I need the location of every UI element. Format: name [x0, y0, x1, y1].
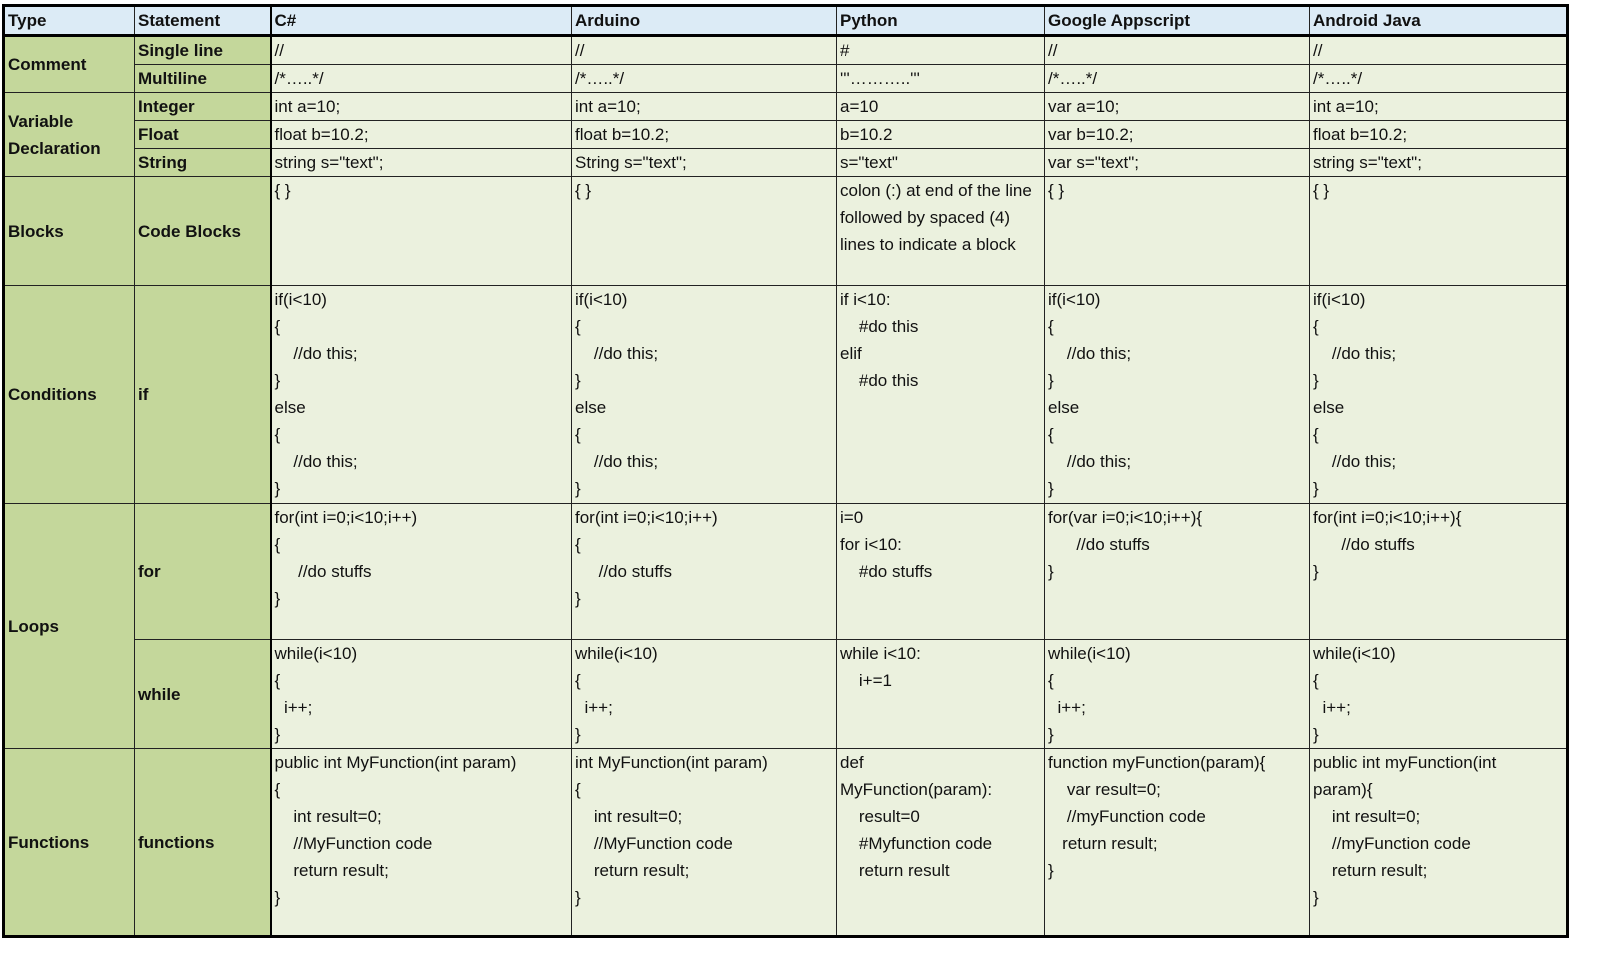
code-cell: //	[1310, 36, 1568, 65]
code-cell: var b=10.2;	[1045, 121, 1310, 149]
type-cell: Loops	[4, 504, 135, 749]
code-cell: def MyFunction(param): result=0 #Myfunction code return result	[837, 749, 1045, 937]
code-cell: string s="text";	[1310, 149, 1568, 177]
code-cell: public int MyFunction(int param) { int result=0; //MyFunction code return result; }	[271, 749, 572, 937]
code-cell: var a=10;	[1045, 93, 1310, 121]
table-row	[4, 177, 1568, 286]
code-cell: if(i<10) { //do this; } else { //do this; }	[271, 286, 572, 504]
code-cell: b=10.2	[837, 121, 1045, 149]
code-cell: /*…..*/	[572, 65, 837, 93]
code-cell: #	[837, 36, 1045, 65]
code-cell: while(i<10) { i++; }	[1045, 640, 1310, 749]
table-row	[4, 504, 1568, 640]
code-cell: float b=10.2;	[1310, 121, 1568, 149]
code-cell: a=10	[837, 93, 1045, 121]
table-row	[4, 121, 1568, 149]
code-cell: { }	[1045, 177, 1310, 286]
header-google-appscript: Google Appscript	[1045, 6, 1310, 36]
type-cell: Variable Declaration	[4, 93, 135, 177]
code-cell: string s="text";	[271, 149, 572, 177]
statement-cell: functions	[135, 749, 271, 937]
type-cell: Blocks	[4, 177, 135, 286]
code-cell: int a=10;	[572, 93, 837, 121]
statement-cell: for	[135, 504, 271, 640]
code-cell: public int myFunction(int param){ int result=0; //myFunction code return result; }	[1310, 749, 1568, 937]
table-row	[4, 93, 1568, 121]
code-cell: while(i<10) { i++; }	[572, 640, 837, 749]
code-cell: /*…..*/	[1045, 65, 1310, 93]
header-arduino: Arduino	[572, 6, 837, 36]
code-cell: i=0 for i<10: #do stuffs	[837, 504, 1045, 640]
code-cell: if i<10: #do this elif #do this	[837, 286, 1045, 504]
code-cell: //	[1045, 36, 1310, 65]
code-cell: var s="text";	[1045, 149, 1310, 177]
statement-cell: if	[135, 286, 271, 504]
code-cell: if(i<10) { //do this; } else { //do this; }	[1310, 286, 1568, 504]
code-cell: if(i<10) { //do this; } else { //do this; }	[572, 286, 837, 504]
code-cell: while i<10: i+=1	[837, 640, 1045, 749]
code-cell: /*…..*/	[271, 65, 572, 93]
type-cell: Functions	[4, 749, 135, 937]
code-cell: float b=10.2;	[271, 121, 572, 149]
code-cell: /*…..*/	[1310, 65, 1568, 93]
code-cell: float b=10.2;	[572, 121, 837, 149]
code-cell: int a=10;	[271, 93, 572, 121]
code-cell: for(int i=0;i<10;i++) { //do stuffs }	[572, 504, 837, 640]
code-cell: '''………..'''	[837, 65, 1045, 93]
table-row	[4, 286, 1568, 504]
header-row	[4, 6, 1568, 36]
code-cell: while(i<10) { i++; }	[271, 640, 572, 749]
header-android-java: Android Java	[1310, 6, 1568, 36]
statement-cell: Float	[135, 121, 271, 149]
code-cell: s="text"	[837, 149, 1045, 177]
code-cell: for(var i=0;i<10;i++){ //do stuffs }	[1045, 504, 1310, 640]
code-cell: int MyFunction(int param) { int result=0; //MyFunction code return result; }	[572, 749, 837, 937]
code-cell: if(i<10) { //do this; } else { //do this; }	[1045, 286, 1310, 504]
header-python: Python	[837, 6, 1045, 36]
table-row	[4, 149, 1568, 177]
code-cell: int a=10;	[1310, 93, 1568, 121]
code-cell: colon (:) at end of the line followed by spaced (4) lines to indicate a block	[837, 177, 1045, 286]
table-row	[4, 640, 1568, 749]
type-cell: Conditions	[4, 286, 135, 504]
type-cell: Comment	[4, 36, 135, 93]
syntax-comparison-table	[2, 4, 1569, 938]
statement-cell: Code Blocks	[135, 177, 271, 286]
code-cell: String s="text";	[572, 149, 837, 177]
table-row	[4, 36, 1568, 65]
code-cell: while(i<10) { i++; }	[1310, 640, 1568, 749]
table-row	[4, 749, 1568, 937]
header-type: Type	[4, 6, 135, 36]
header-csharp: C#	[271, 6, 572, 36]
code-cell: //	[271, 36, 572, 65]
statement-cell: Integer	[135, 93, 271, 121]
code-cell: //	[572, 36, 837, 65]
table-row	[4, 65, 1568, 93]
statement-cell: Multiline	[135, 65, 271, 93]
statement-cell: Single line	[135, 36, 271, 65]
statement-cell: while	[135, 640, 271, 749]
statement-cell: String	[135, 149, 271, 177]
code-cell: { }	[1310, 177, 1568, 286]
code-cell: function myFunction(param){ var result=0; //myFunction code return result; }	[1045, 749, 1310, 937]
code-cell: for(int i=0;i<10;i++){ //do stuffs }	[1310, 504, 1568, 640]
header-statement: Statement	[135, 6, 271, 36]
code-cell: { }	[271, 177, 572, 286]
code-cell: for(int i=0;i<10;i++) { //do stuffs }	[271, 504, 572, 640]
code-cell: { }	[572, 177, 837, 286]
